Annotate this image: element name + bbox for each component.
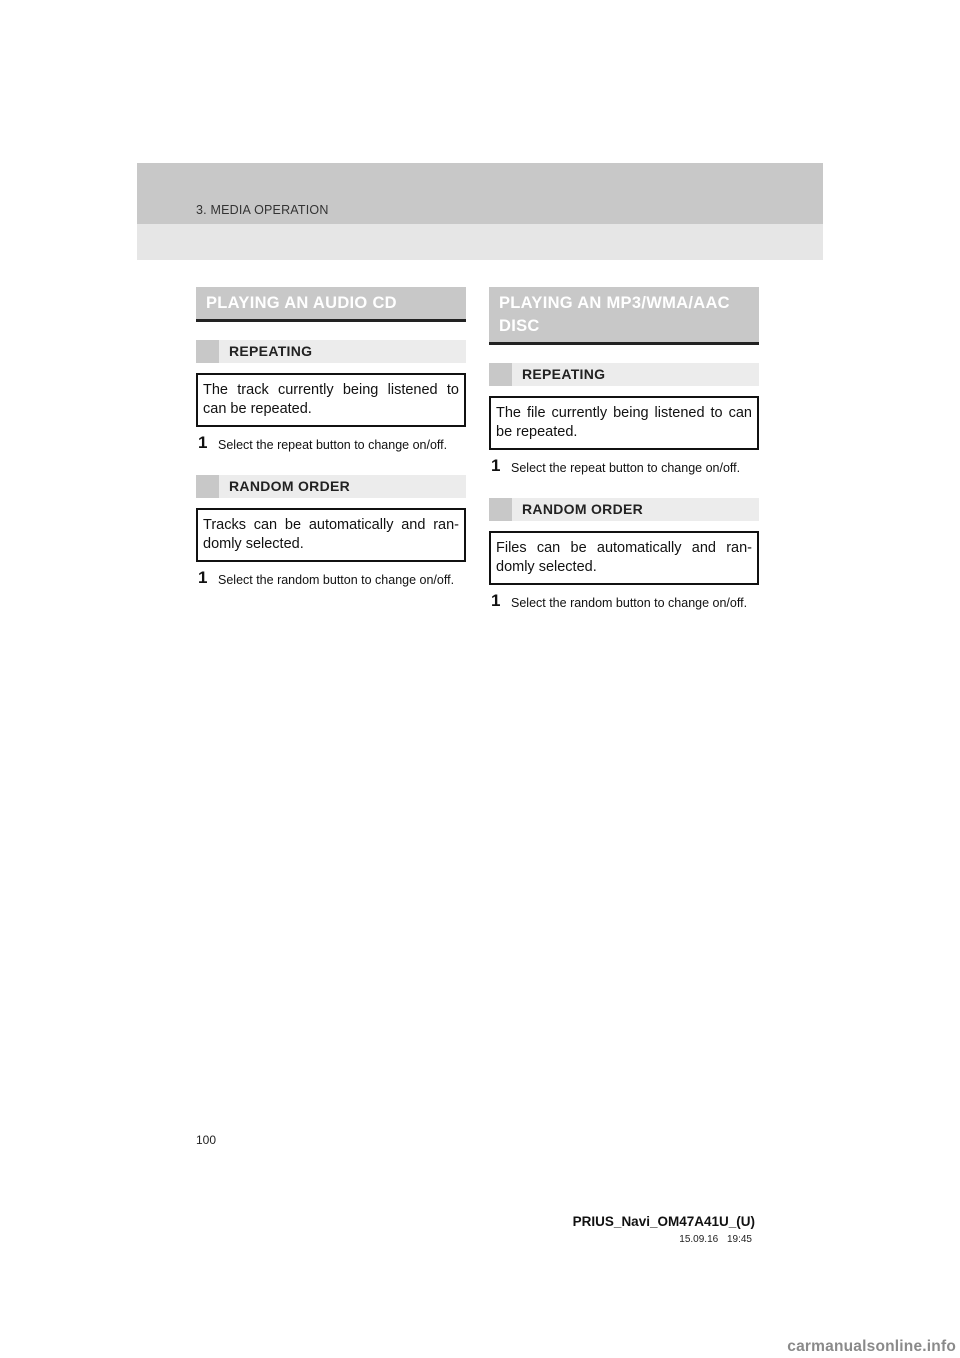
description-box: The track currently being listened to can be repeated. <box>196 373 466 427</box>
document-timestamp: 15.09.16 19:45 <box>679 1234 752 1245</box>
section-title-audio-cd: PLAYING AN AUDIO CD <box>196 287 466 322</box>
subheading-label: REPEATING <box>229 343 313 359</box>
subheading-repeating <box>196 340 466 363</box>
subheading-label: RANDOM ORDER <box>522 501 644 517</box>
subheading-repeating <box>489 363 759 386</box>
section-breadcrumb: 3. MEDIA OPERATION <box>196 203 329 217</box>
subheading-label: REPEATING <box>522 366 606 382</box>
step-item <box>196 568 466 590</box>
description-box: Files can be automatically and ran-domly selected. <box>489 531 759 585</box>
page-header <box>137 163 823 260</box>
section-title-mp3-disc: PLAYING AN MP3/WMA/AAC DISC <box>489 287 759 345</box>
subheading-random-order <box>489 498 759 521</box>
step-item <box>489 456 759 478</box>
heading-square-icon <box>489 363 512 386</box>
description-box: Tracks can be automatically and ran-domly selected. <box>196 508 466 562</box>
heading-square-icon <box>196 475 219 498</box>
heading-square-icon <box>489 498 512 521</box>
subheading-random-order <box>196 475 466 498</box>
page-number: 100 <box>196 1133 217 1147</box>
step-item <box>489 591 759 613</box>
left-column <box>196 287 466 590</box>
right-column <box>489 287 759 613</box>
heading-square-icon <box>196 340 219 363</box>
step-number: 1 <box>198 433 208 452</box>
step-item <box>196 433 466 455</box>
description-box: The file currently being listened to can be repeated. <box>489 396 759 450</box>
step-number: 1 <box>491 456 501 475</box>
step-number: 1 <box>198 568 208 587</box>
subheading-label: RANDOM ORDER <box>229 478 351 494</box>
step-number: 1 <box>491 591 501 610</box>
step-text: Select the random button to change on/off. <box>218 573 455 587</box>
header-band <box>137 163 823 224</box>
step-text: Select the repeat button to change on/off. <box>218 438 448 452</box>
watermark: carmanualsonline.info <box>787 1338 956 1355</box>
step-text: Select the random button to change on/off. <box>511 596 748 610</box>
document-id: PRIUS_Navi_OM47A41U_(U) <box>572 1214 755 1229</box>
step-text: Select the repeat button to change on/off. <box>511 461 741 475</box>
